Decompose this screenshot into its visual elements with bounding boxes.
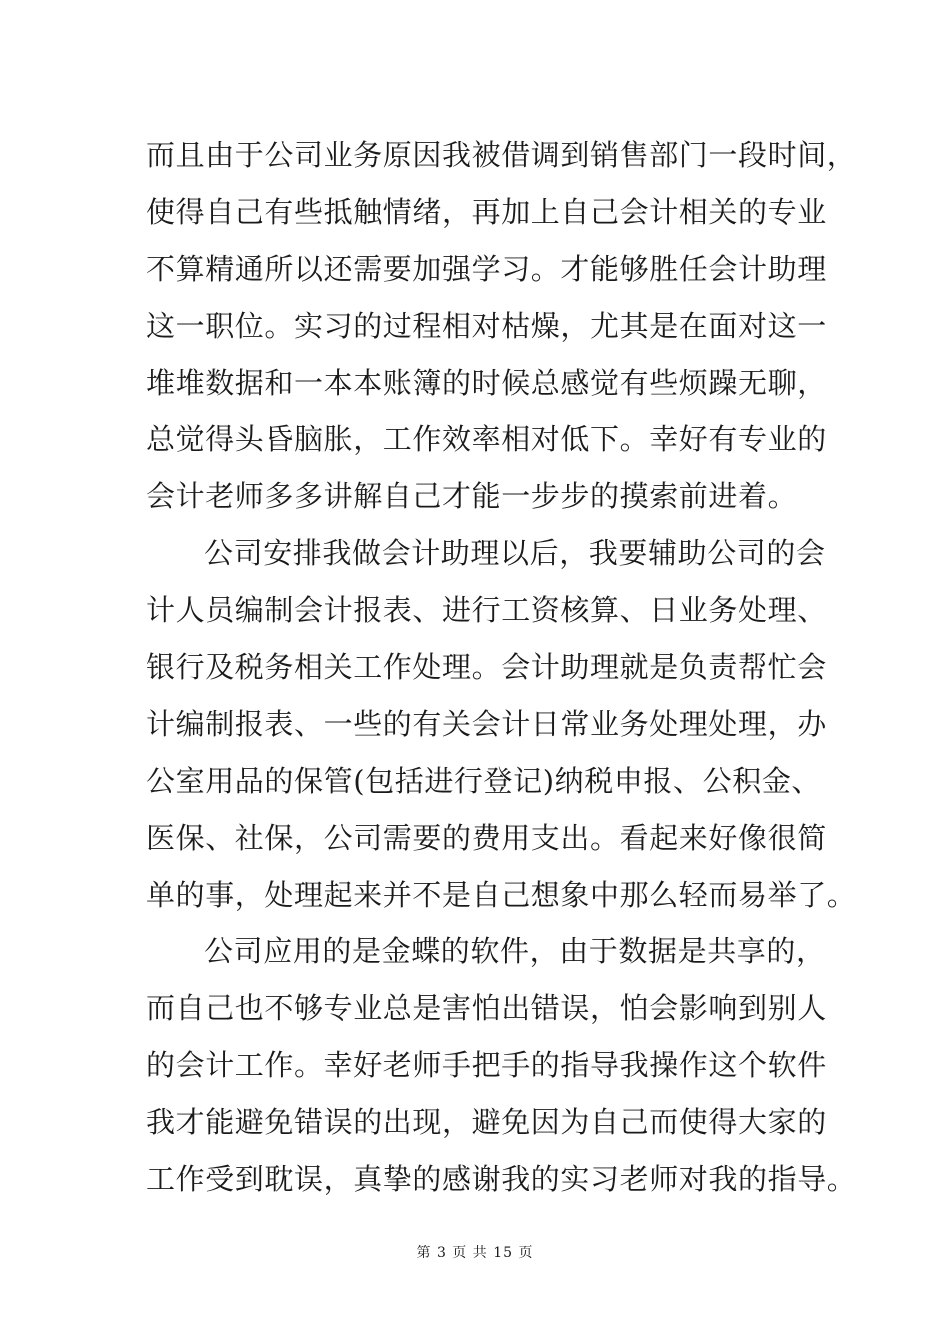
text-line: 银行及税务相关工作处理。会计助理就是负责帮忙会 [146,650,827,685]
text-line: 这一职位。实习的过程相对枯燥，尤其是在面对这一 [146,308,827,343]
text-line: 计人员编制会计报表、进行工资核算、日业务处理、 [146,593,827,628]
text-line: 堆堆数据和一本本账簿的时候总感觉有些烦躁无聊， [146,365,827,400]
text-line: 的会计工作。幸好老师手把手的指导我操作这个软件 [146,1048,827,1083]
text-line: 而自己也不够专业总是害怕出错误，怕会影响到别人 [146,991,827,1026]
text-line: 而且由于公司业务原因我被借调到销售部门一段时间， [146,138,857,172]
text-line: 单的事，处理起来并不是自己想象中那么轻而易举了。 [146,877,857,912]
page-number-footer: 第 3 页 共 15 页 [416,1245,534,1261]
text-line: 不算精通所以还需要加强学习。才能够胜任会计助理 [146,251,827,286]
paragraph-start-line: 公司安排我做会计助理以后，我要辅助公司的会 [204,536,826,571]
text-line: 使得自己有些抵触情绪，再加上自己会计相关的专业 [146,194,827,229]
text-line: 会计老师多多讲解自己才能一步步的摸索前进着。 [146,479,798,514]
text-line: 我才能避免错误的出现，避免因为自己而使得大家的 [146,1105,827,1140]
text-line: 公室用品的保管(包括进行登记)纳税申报、公积金、 [146,763,822,798]
document-body [146,127,857,1208]
text-line: 医保、社保，公司需要的费用支出。看起来好像很简 [146,820,827,855]
text-line: 工作受到耽误，真挚的感谢我的实习老师对我的指导。 [146,1162,857,1197]
text-line: 计编制报表、一些的有关会计日常业务处理处理，办 [146,706,827,741]
text-line: 总觉得头昏脑胀，工作效率相对低下。幸好有专业的 [146,422,827,457]
paragraph-start-line: 公司应用的是金蝶的软件，由于数据是共享的， [204,934,826,969]
